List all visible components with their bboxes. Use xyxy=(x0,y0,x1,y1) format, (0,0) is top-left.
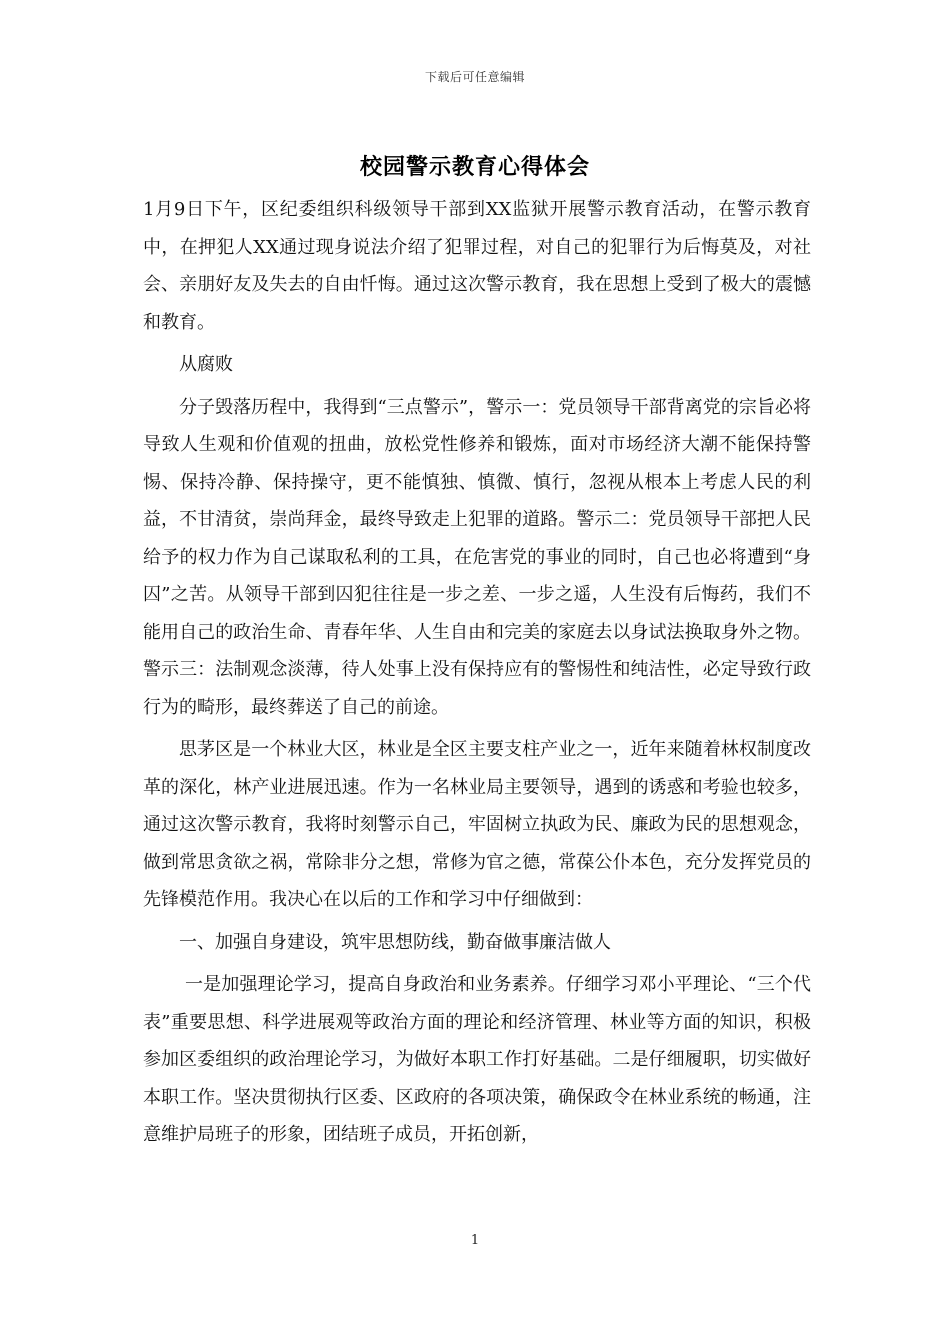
document-title: 校园警示教育心得体会 xyxy=(359,154,590,180)
page-number: 1 xyxy=(470,1233,480,1248)
paragraph-intro: 1月9日下午，区纪委组织科级领导干部到XX监狱开展警示教育活动，在警示教育中，在押犯人XX通过现身说法介绍了犯罪过程，对自己的犯罪行为后悔莫及，对社会、亲朋好友及失去的自由忏悔。通过这次警示教育，我在思想上受到了极大的震憾和教育。 xyxy=(143,199,811,333)
section-heading-1: 一、加强自身建设，筑牢思想防线，勤奋做事廉洁做人 xyxy=(179,931,611,953)
page-header-note: 下载后可任意编辑 xyxy=(424,70,525,84)
document-body xyxy=(143,191,811,1154)
paragraph-theory-study: 一是加强理论学习，提高自身政治和业务素养。仔细学习邓小平理论、“三个代表”重要思想、科学进展观等政治方面的理论和经济管理、林业等方面的知识，积极参加区委组织的政治理论学习，为做好本职工作打好基础。二是仔细履职，切实做好本职工作。坚决贯彻执行区委、区政府的各项决策，确保政令在林业系统的畅通，注意维护局班子的形象，团结班子成员，开拓创新， xyxy=(143,974,811,1145)
paragraph-fragment: 从腐败 xyxy=(179,354,233,375)
paragraph-three-warnings: 分子毁落历程中，我得到“三点警示”，警示一：党员领导干部背离党的宗旨必将导致人生观和价值观的扭曲，放松党性修养和锻炼，面对市场经济大潮不能保持警惕、保持冷静、保持操守，更不能慎独、慎微、慎行，忽视从根本上考虑人民的利益，不甘清贫，崇尚拜金，最终导致走上犯罪的道路。警示二：党员领导干部把人民给予的权力作为自己谋取私利的工具，在危害党的事业的同时，自己也必将遭到“身囚”之苦。从领导干部到囚犯往往是一步之差、一步之遥，人生没有后悔药，我们不能用自己的政治生命、青春年华、人生自由和完美的家庭去以身试法换取身外之物。警示三：法制观念淡薄，待人处事上没有保持应有的警惕性和纯洁性，必定导致行政行为的畸形，最终葬送了自己的前途。 xyxy=(143,396,811,718)
paragraph-forestry-district: 思茅区是一个林业大区，林业是全区主要支柱产业之一，近年来随着林权制度改革的深化，林产业进展迅速。作为一名林业局主要领导，遇到的诱惑和考验也较多，通过这次警示教育，我将时刻警示自己，牢固树立执政为民、廉政为民的思想观念，做到常思贪欲之祸，常除非分之想，常修为官之德，常葆公仆本色，充分发挥党员的先锋模范作用。我决心在以后的工作和学习中仔细做到： xyxy=(143,739,811,910)
